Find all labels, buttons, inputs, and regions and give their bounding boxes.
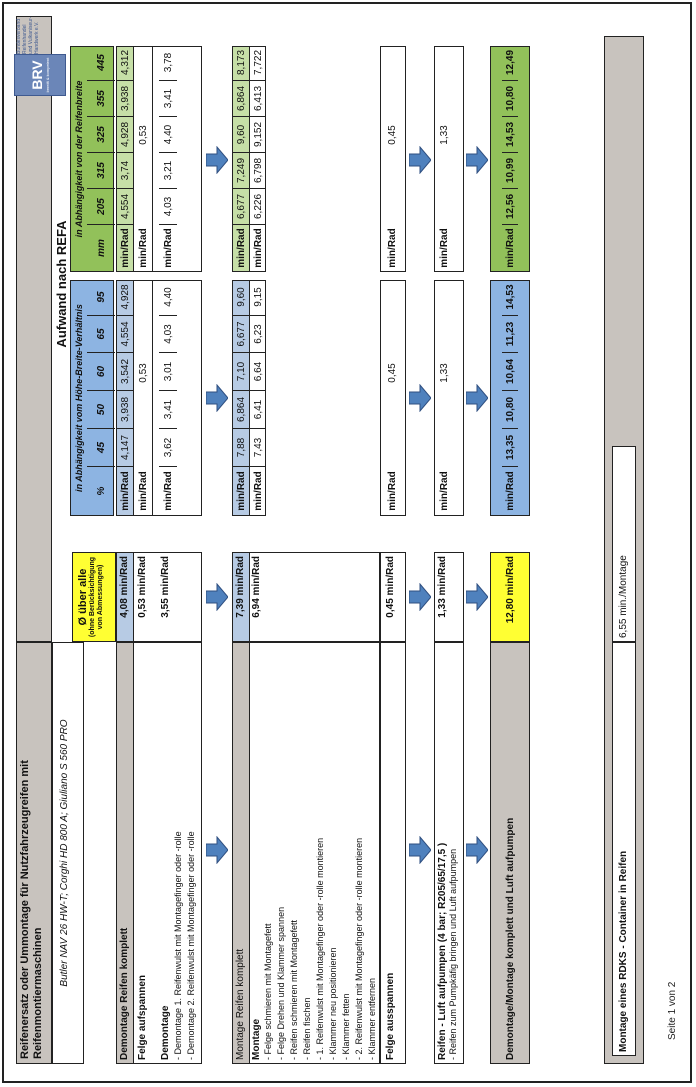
value-cell: 3,542 — [117, 353, 133, 391]
value-cell: 0,45 — [386, 125, 398, 145]
unit-cell: min/Rad — [438, 471, 450, 511]
green-header — [70, 46, 114, 272]
green-caption: in Abhängigkeit von der Reifenbreite — [74, 80, 84, 238]
montage-step: - Klammer fetten — [341, 993, 351, 1060]
title-box — [16, 642, 52, 1064]
unit-cell: min/Rad — [137, 471, 149, 511]
page-number: Seite 1 von 2 — [667, 981, 678, 1040]
demontage-avg — [116, 552, 202, 642]
value-cell: 14,53 — [502, 279, 518, 316]
felge-ausspannen-green — [380, 46, 406, 272]
felge-ausspannen-avg: 0,45 min/Rad — [385, 556, 396, 618]
value-cell: 10,80 — [502, 81, 518, 117]
montage-step: - Reifen fischen — [302, 997, 312, 1060]
value-cell: 9,60 — [233, 279, 249, 316]
felge-aufspannen-blue-row — [134, 281, 153, 515]
luft-left — [434, 642, 464, 1064]
unit-cell: min/Rad — [235, 228, 247, 268]
logo-org-line: und Vulkaniseur- — [28, 16, 34, 54]
value-cell: 3,01 — [159, 353, 177, 391]
arrow-down-icon — [409, 836, 431, 864]
avg-header — [72, 552, 116, 642]
blue-col: 65 — [87, 316, 115, 353]
page-title: Reifenersatz oder Ummontage für Nutzfahrzeugreifen mit Reifenmontiermaschinen — [19, 760, 44, 1059]
rdks-label: Montage eines RDKS - Container in Reifen — [618, 850, 629, 1052]
demontage-left — [116, 642, 202, 1064]
value-cell: 14,53 — [502, 117, 518, 153]
value-cell: 10,64 — [502, 353, 518, 391]
value-cell: 1,33 — [438, 125, 450, 145]
unit-cell: min/Rad — [504, 471, 516, 511]
luft-blue-row — [436, 281, 452, 515]
arrow-down-icon — [206, 583, 228, 611]
value-cell: 4,928 — [117, 279, 133, 316]
felge-aufspannen-avg: 0,53 min/Rad — [137, 556, 148, 618]
montage-komplett-green-row — [233, 47, 250, 271]
unit-cell: min/Rad — [162, 471, 174, 511]
demontage-green — [116, 46, 202, 272]
arrow-down-icon — [409, 384, 431, 412]
green-col: 315 — [87, 153, 115, 189]
value-cell: 6,798 — [250, 153, 266, 189]
felge-aufspannen-green-row — [134, 47, 153, 271]
montage-blue-row — [250, 281, 266, 515]
demontage-avg-value: 3,55 min/Rad — [160, 556, 171, 618]
montage-avg-value: 6,94 min/Rad — [251, 556, 262, 618]
felge-ausspannen-blue-row — [384, 281, 400, 515]
montage-step: - Klammer entfernen — [367, 977, 377, 1060]
logo-tag: bereift & kompetent — [45, 57, 50, 93]
value-cell: 10,99 — [502, 153, 518, 189]
arrow-down-icon — [206, 836, 228, 864]
demontage-blue-row — [159, 281, 177, 515]
montage-step: - Reifen schmieren mit Montagefett — [289, 919, 299, 1060]
felge-ausspannen-green-row — [384, 47, 400, 271]
avg-sub: (ohne Berücksichtigung von Abmessungen) — [89, 556, 104, 638]
value-cell: 3,41 — [159, 391, 177, 429]
value-cell: 6,864 — [233, 81, 249, 117]
value-cell: 1,33 — [438, 363, 450, 383]
unit-cell: min/Rad — [386, 471, 398, 511]
total-green-row — [502, 47, 518, 271]
green-col-row — [87, 47, 115, 271]
rdks-label-box — [612, 642, 636, 1056]
logo-mark — [14, 54, 66, 96]
value-cell: 9,15 — [250, 279, 266, 316]
refa-header-bg — [16, 16, 52, 642]
value-cell: 10,80 — [502, 391, 518, 429]
luft-step: - Reifen zum Pumpkäfig bringen und Luft aufpumpen — [448, 848, 458, 1060]
value-cell: 6,64 — [250, 353, 266, 391]
demontage-blue — [116, 280, 202, 516]
demontage-label: Demontage — [160, 1005, 171, 1060]
felge-ausspannen-label: Felge ausspannen — [385, 972, 396, 1060]
refa-title: Aufwand nach REFA — [54, 220, 69, 348]
avg-label: Ø über alle — [77, 568, 89, 626]
total-avg-box — [490, 552, 530, 642]
felge-ausspannen-avg-box — [380, 552, 406, 642]
luft-green — [434, 46, 464, 272]
value-cell: 3,78 — [159, 45, 177, 81]
value-cell: 3,41 — [159, 81, 177, 117]
value-cell: 0,45 — [386, 363, 398, 383]
montage-green — [232, 46, 266, 272]
unit-cell: min/Rad — [386, 228, 398, 268]
green-col: 355 — [87, 81, 115, 117]
demontage-step: - Demontage 2. Reifenwulst mit Montagefinger oder -rolle — [186, 831, 196, 1060]
montage-komplett-label: Montage Reifen komplett — [233, 643, 250, 1063]
luft-label: Reifen - Luft aufpumpen (4 bar; R205/65/17,5 ) — [437, 842, 448, 1060]
rdks-value: 6,55 min./Montage — [618, 555, 629, 638]
value-cell: 6,864 — [233, 391, 249, 429]
value-cell: 7,88 — [233, 429, 249, 467]
demontage-komplett-avg: 4,08 min/Rad — [117, 553, 134, 641]
unit-cell: min/Rad — [504, 228, 516, 268]
blue-header — [70, 280, 114, 516]
value-cell: 3,74 — [117, 153, 133, 189]
total-label: Demontage/Montage komplett und Luft aufpumpen — [505, 817, 516, 1060]
green-col: 445 — [87, 45, 115, 81]
value-cell: 0,53 — [137, 125, 149, 145]
green-unit: mm — [95, 239, 107, 257]
blue-unit: % — [95, 486, 107, 496]
arrow-down-icon — [466, 384, 488, 412]
unit-cell: min/Rad — [137, 228, 149, 268]
unit-cell: min/Rad — [162, 228, 174, 268]
value-cell: 7,722 — [250, 45, 266, 81]
value-cell: 4,03 — [159, 316, 177, 353]
value-cell: 9,60 — [233, 117, 249, 153]
arrow-down-icon — [466, 836, 488, 864]
value-cell: 7,43 — [250, 429, 266, 467]
luft-green-row — [436, 47, 452, 271]
arrow-down-icon — [206, 146, 228, 174]
logo-org-line: Bundesverband — [16, 18, 22, 54]
value-cell: 3,21 — [159, 153, 177, 189]
blue-col: 50 — [87, 391, 115, 429]
value-cell: 13,35 — [502, 429, 518, 467]
value-cell: 4,554 — [117, 316, 133, 353]
arrow-down-icon — [409, 583, 431, 611]
arrow-down-icon — [409, 146, 431, 174]
value-cell: 9,152 — [250, 117, 266, 153]
montage-step: - Klammer neu positionieren — [328, 947, 338, 1060]
value-cell: 8,173 — [233, 45, 249, 81]
value-cell: 4,40 — [159, 279, 177, 316]
total-left — [490, 642, 530, 1064]
value-cell: 4,40 — [159, 117, 177, 153]
rdks-value-box — [612, 446, 636, 642]
unit-cell: min/Rad — [252, 471, 264, 511]
montage-step: - Felge schmieren mit Montagefett — [263, 923, 273, 1060]
unit-cell: min/Rad — [438, 228, 450, 268]
value-cell: 4,928 — [117, 117, 133, 153]
montage-komplett-avg: 7,39 min/Rad — [233, 553, 250, 641]
value-cell: 4,03 — [159, 189, 177, 225]
value-cell: 6,41 — [250, 391, 266, 429]
value-cell: 3,938 — [117, 391, 133, 429]
unit-cell: min/Rad — [119, 228, 131, 268]
total-green — [490, 46, 530, 272]
total-avg: 12,80 min/Rad — [505, 556, 516, 624]
logo-org-line: Reifenhandel — [22, 24, 28, 54]
luft-avg: 1,33 min/Rad — [437, 556, 448, 618]
demontage-komplett-label: Demontage Reifen komplett — [117, 643, 134, 1063]
montage-avg — [232, 552, 380, 642]
brv-logo — [14, 16, 70, 96]
unit-cell: min/Rad — [252, 228, 264, 268]
blue-caption: in Abhängigkeit vom Höhe-Breite-Verhältnis — [74, 304, 84, 492]
logo-letters: BRV — [29, 60, 45, 90]
logo-org-line: Handwerk e.V. — [34, 21, 40, 54]
luft-blue — [434, 280, 464, 516]
green-col: 325 — [87, 117, 115, 153]
total-blue-row — [502, 281, 518, 515]
total-blue — [490, 280, 530, 516]
montage-step: - 2. Reifenwulst mit Montagefinger oder -rolle montieren — [354, 837, 364, 1060]
value-cell: 6,677 — [233, 189, 249, 225]
unit-cell: min/Rad — [235, 471, 247, 511]
value-cell: 6,413 — [250, 81, 266, 117]
montage-step: - Felge Drehen und Klammer spannen — [276, 906, 286, 1060]
rotated-sheet — [16, 16, 656, 1064]
demontage-step: - Demontage 1. Reifenwulst mit Montagefinger oder -rolle — [173, 831, 183, 1060]
felge-ausspannen-left — [380, 642, 406, 1064]
blue-col-row — [87, 281, 115, 515]
arrow-down-icon — [206, 384, 228, 412]
value-cell: 6,677 — [233, 316, 249, 353]
unit-cell: min/Rad — [119, 471, 131, 511]
value-cell: 4,312 — [117, 45, 133, 81]
montage-komplett-blue-row — [233, 281, 250, 515]
value-cell: 6,226 — [250, 189, 266, 225]
value-cell: 7,249 — [233, 153, 249, 189]
value-cell: 4,554 — [117, 189, 133, 225]
green-col: 205 — [87, 189, 115, 225]
felge-ausspannen-blue — [380, 280, 406, 516]
demontage-komplett-blue-row — [117, 281, 134, 515]
value-cell: 4,147 — [117, 429, 133, 467]
value-cell: 12,49 — [502, 45, 518, 81]
value-cell: 7,10 — [233, 353, 249, 391]
luft-avg-box — [434, 552, 464, 642]
montage-step: - 1. Reifenwulst mit Montagefinger oder -rolle montieren — [315, 837, 325, 1060]
value-cell: 3,938 — [117, 81, 133, 117]
demontage-green-row — [159, 47, 177, 271]
blue-col: 95 — [87, 279, 115, 316]
montage-label: Montage — [251, 1018, 262, 1060]
machines-box — [52, 642, 84, 1064]
montage-green-row — [250, 47, 266, 271]
montage-blue — [232, 280, 266, 516]
arrow-down-icon — [466, 146, 488, 174]
logo-org — [16, 17, 40, 54]
machines-text: Butler NAV 26 HW-T; Corghi HD 800 A; Giuliano S 560 PRO — [59, 719, 70, 987]
value-cell: 12,56 — [502, 189, 518, 225]
value-cell: 0,53 — [137, 363, 149, 383]
value-cell: 3,62 — [159, 429, 177, 467]
blue-col: 60 — [87, 353, 115, 391]
blue-col: 45 — [87, 429, 115, 467]
felge-aufspannen-label: Felge aufspannen — [137, 974, 148, 1060]
demontage-komplett-green-row — [117, 47, 134, 271]
montage-left — [232, 642, 380, 1064]
arrow-down-icon — [466, 583, 488, 611]
value-cell: 6,23 — [250, 316, 266, 353]
value-cell: 11,23 — [502, 316, 518, 353]
